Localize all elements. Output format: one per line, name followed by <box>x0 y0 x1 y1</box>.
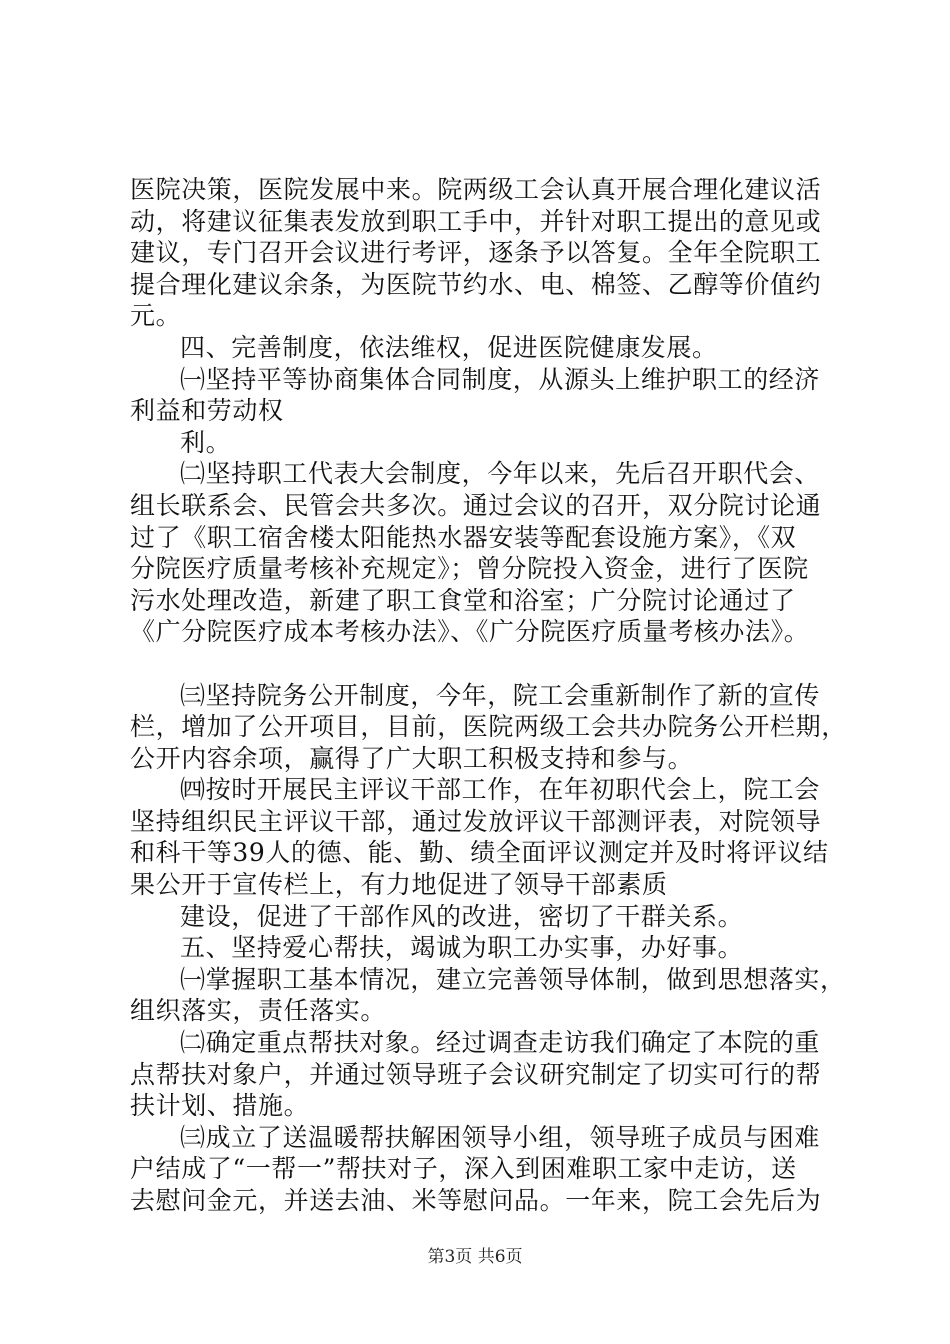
text-line: ㈢成立了送温暖帮扶解困领导小组，领导班子成员与困难 <box>180 1122 821 1152</box>
text-line: 栏，增加了公开项目，目前，医院两级工会共办院务公开栏期， <box>130 712 847 742</box>
document-body <box>130 174 850 1217</box>
text-line: 坚持组织民主评议干部，通过发放评议干部测评表，对院领导 <box>130 806 822 836</box>
text-line: 建议，专门召开会议进行考评，逐条予以答复。全年全院职工 <box>130 238 822 268</box>
text-line: 扶计划、措施。 <box>130 1091 310 1121</box>
text-line: 建设，促进了干部作风的改进，密切了干群关系。 <box>180 901 744 931</box>
section-heading: 四、完善制度，依法维权，促进医院健康发展。 <box>180 332 718 362</box>
text-line: 医院决策，医院发展中来。院两级工会认真开展合理化建议活 <box>130 175 822 204</box>
text-line: 《广分院医疗成本考核办法》、《广分院医疗质量考核办法》。 <box>130 617 810 647</box>
text-line: 动，将建议征集表发放到职工手中，并针对职工提出的意见或 <box>130 206 822 236</box>
text-line: 组长联系会、民管会共多次。通过会议的召开，双分院讨论通 <box>130 490 822 520</box>
text-line: 利。 <box>180 427 232 457</box>
text-line: 点帮扶对象户，并通过领导班子会议研究制定了切实可行的帮 <box>130 1059 822 1089</box>
text-line: ㈡确定重点帮扶对象。经过调查走访我们确定了本院的重 <box>180 1028 821 1058</box>
text-line: ㈣按时开展民主评议干部工作，在年初职代会上，院工会 <box>180 775 821 805</box>
text-line: 利益和劳动权 <box>130 396 284 426</box>
text-line: ㈢坚持院务公开制度，今年，院工会重新制作了新的宣传 <box>180 680 821 710</box>
text-line: ㈡坚持职工代表大会制度，今年以来，先后召开职代会、 <box>180 459 821 489</box>
text-line: 和科干等39人的德、能、勤、绩全面评议测定并及时将评议结 <box>130 838 829 868</box>
text-line: 元。 <box>130 301 182 331</box>
text-line: 公开内容余项，赢得了广大职工积极支持和参与。 <box>130 743 694 773</box>
text-line: 分院医疗质量考核补充规定》；曾分院投入资金，进行了医院 <box>130 554 809 584</box>
section-heading: 五、坚持爱心帮扶，竭诚为职工办实事，办好事。 <box>180 933 744 963</box>
text-line: ㈠掌握职工基本情况，建立完善领导体制，做到思想落实， <box>180 964 846 994</box>
text-line: 户结成了“一帮一”帮扶对子，深入到困难职工家中走访，送 <box>130 1154 797 1184</box>
text-line: ㈠坚持平等协商集体合同制度，从源头上维护职工的经济 <box>180 364 821 394</box>
text-line: 过了《职工宿舍楼太阳能热水器安装等配套设施方案》，《双 <box>130 522 797 552</box>
paragraph-gap <box>130 648 850 680</box>
text-line: 去慰问金元，并送去油、米等慰问品。一年来，院工会先后为 <box>130 1186 822 1215</box>
text-line: 果公开于宣传栏上，有力地促进了领导干部素质 <box>130 870 668 900</box>
text-line: 提合理化建议余条，为医院节约水、电、棉签、乙醇等价值约 <box>130 269 822 299</box>
text-line: 组织落实，责任落实。 <box>130 996 387 1026</box>
text-line: 污水处理改造，新建了职工食堂和浴室；广分院讨论通过了 <box>130 585 796 615</box>
page-number-footer: 第3页 共6页 <box>427 1247 523 1267</box>
